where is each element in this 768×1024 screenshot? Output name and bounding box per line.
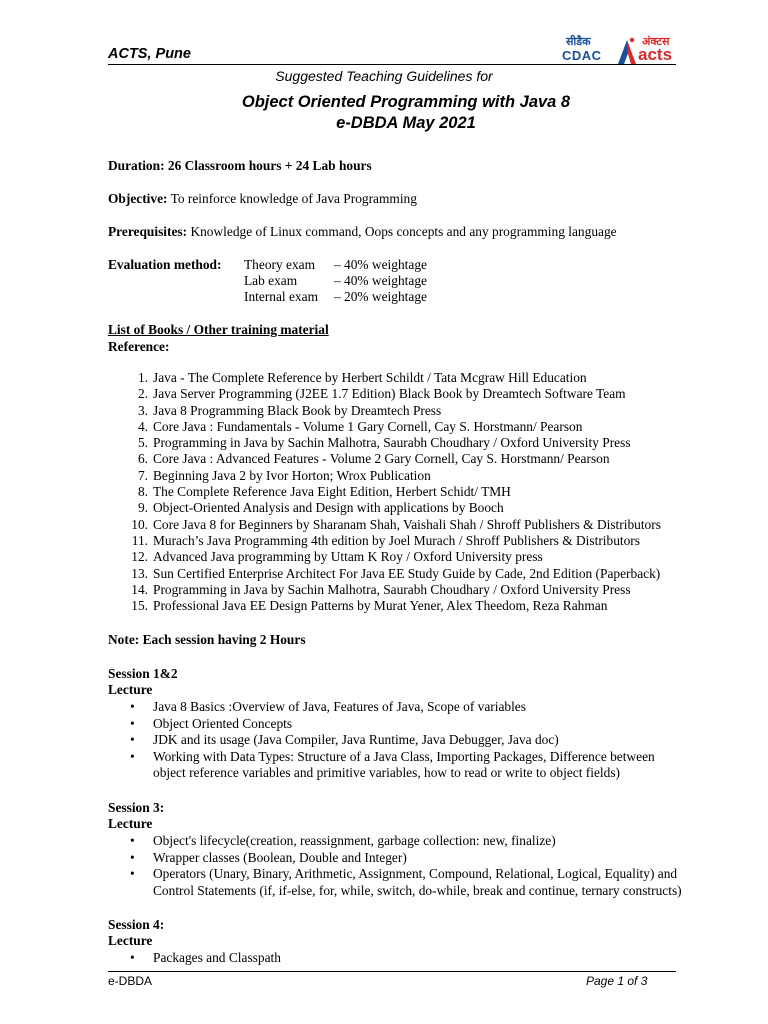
book-title: Java 8 Programming Black Book by Dreamtech Press: [153, 402, 442, 418]
evaluation-weight: – 40% weightage: [334, 257, 427, 272]
book-title: Java - The Complete Reference by Herbert Schildt / Tata Mcgraw Hill Education: [153, 370, 587, 385]
list-item: • Wrapper classes (Boolean, Double and Integer): [108, 850, 682, 867]
book-title: Java Server Programming (J2EE 1.7 Edition) Black Book by Dreamtech Software Team: [153, 386, 626, 402]
list-item: • Object Oriented Concepts: [108, 716, 655, 733]
footer-rule: [108, 971, 676, 972]
book-number: 5.: [137, 435, 148, 451]
evaluation-weight: – 20% weightage: [334, 289, 427, 304]
book-number: 10.: [131, 516, 148, 532]
session-title: Session 4:: [108, 917, 165, 932]
session-title: Session 3:: [108, 800, 165, 815]
session-topic-list: [108, 950, 281, 967]
evaluation-row: [244, 289, 427, 305]
prerequisites: [108, 224, 617, 240]
topic-text: Packages and Classpath: [153, 950, 281, 965]
doc-subtitle: Suggested Teaching Guidelines for: [275, 68, 493, 84]
topic-text: Java 8 Basics :Overview of Java, Features of Java, Scope of variables: [153, 699, 526, 714]
topic-text-continued: object reference variables and primitive variables, how to read or write to object fields): [153, 765, 620, 781]
books-heading: List of Books / Other training material: [108, 322, 329, 337]
topic-text: Object Oriented Concepts: [153, 715, 293, 731]
evaluation-row: [244, 273, 427, 289]
logo-hindi-cdac: सीडैक: [566, 35, 591, 48]
session-lecture-label: Lecture: [108, 933, 153, 948]
book-number: 11.: [131, 532, 148, 548]
book-title: Core Java 8 for Beginners by Sharanam Shah, Vaishali Shah / Shroff Publishers & Distributors: [153, 516, 661, 532]
topic-text: Operators (Unary, Binary, Arithmetic, Assignment, Compound, Relational, Logical, Equality) and: [153, 866, 678, 882]
book-title: Object-Oriented Analysis and Design with applications by Booch: [153, 500, 504, 516]
evaluation-label: Evaluation method:: [108, 257, 222, 272]
footer-course: e-DBDA: [108, 974, 153, 988]
book-title: Programming in Java by Sachin Malhotra, Saurabh Choudhary / Oxford University Press: [153, 581, 631, 597]
list-item: • Object's lifecycle(creation, reassignment, garbage collection: new, finalize): [108, 833, 682, 850]
topic-text-continued: Control Statements (if, if-else, for, while, switch, do-while, break and continue, ternary constructs): [153, 882, 682, 898]
evaluation-name: Theory exam: [244, 257, 316, 272]
book-number: 12.: [131, 549, 148, 565]
book-number: 1.: [137, 370, 148, 385]
book-number: 4.: [137, 418, 148, 434]
topic-text: Working with Data Types: Structure of a Java Class, Importing Packages, Difference between: [153, 748, 655, 764]
book-number: 8.: [137, 484, 148, 500]
book-number: 14.: [131, 581, 148, 597]
logo-mark-icon: [616, 36, 638, 66]
book-title: Core Java : Fundamentals - Volume 1 Gary Cornell, Cay S. Horstmann/ Pearson: [153, 418, 583, 434]
book-number: 2.: [137, 386, 148, 402]
book-title: Sun Certified Enterprise Architect For Java EE Study Guide by Cade, 2nd Edition (Paperback): [153, 565, 661, 581]
logo-acts: acts: [638, 45, 673, 64]
list-item: • Operators (Unary, Binary, Arithmetic, Assignment, Compound, Relational, Logical, Equality) and Control Statements (if, if-else, for, while, switch, do-while, break and continue, ternary constructs): [130, 866, 682, 898]
list-item: • Packages and Classpath: [130, 950, 281, 965]
book-number: 3.: [137, 402, 148, 418]
prerequisites-label: Prerequisites:: [108, 224, 188, 239]
header-rule: [108, 64, 676, 65]
list-item: • Working with Data Types: Structure of a Java Class, Importing Packages, Difference between object reference variables and primitive variables, how to read or write to object fields): [130, 748, 655, 781]
reference-heading: Reference:: [108, 339, 170, 354]
book-title: Core Java : Advanced Features - Volume 2 Gary Cornell, Cay S. Horstmann/ Pearson: [153, 451, 610, 467]
logo-hindi-acts: अंक्टस: [642, 35, 670, 48]
evaluation-name: Lab exam: [244, 273, 298, 288]
logo-cdac: CDAC: [562, 48, 602, 63]
book-title: Murach’s Java Programming 4th edition by Joel Murach / Shroff Publishers & Distributors: [153, 532, 640, 548]
evaluation-row: [244, 257, 427, 273]
topic-text: Wrapper classes (Boolean, Double and Integer): [153, 849, 407, 865]
doc-title-course: Object Oriented Programming with Java 8: [241, 93, 571, 111]
evaluation-weight: – 40% weightage: [334, 273, 427, 288]
objective: [108, 191, 417, 207]
topic-text: Object's lifecycle(creation, reassignment, garbage collection: new, finalize): [153, 833, 556, 848]
book-number: 6.: [137, 451, 148, 467]
book-number: 13.: [131, 565, 148, 581]
list-item: • JDK and its usage (Java Compiler, Java Runtime, Java Debugger, Java doc): [108, 732, 655, 749]
book-number: 9.: [137, 500, 148, 516]
session-lecture-label: Lecture: [108, 816, 153, 831]
session-title: Session 1&2: [108, 666, 178, 681]
session-topic-list: [108, 833, 682, 899]
evaluation-name: Internal exam: [244, 289, 318, 304]
list-item: • Java 8 Basics :Overview of Java, Features of Java, Scope of variables: [108, 699, 655, 716]
book-number: 15.: [131, 598, 148, 614]
doc-title-batch: e-DBDA May 2021: [336, 114, 476, 132]
session-lecture-label: Lecture: [108, 682, 153, 697]
book-number: 7.: [137, 467, 148, 483]
topic-text: JDK and its usage (Java Compiler, Java Runtime, Java Debugger, Java doc): [153, 732, 559, 748]
duration: Duration: 26 Classroom hours + 24 Lab hours: [108, 158, 372, 173]
objective-text: To reinforce knowledge of Java Programming: [167, 191, 417, 206]
book-title: Beginning Java 2 by Ivor Horton; Wrox Publication: [153, 467, 431, 483]
session-note: Note: Each session having 2 Hours: [108, 632, 306, 647]
session-topic-list: [108, 699, 655, 782]
book-title: Advanced Java programming by Uttam K Roy / Oxford University press: [153, 549, 543, 565]
prerequisites-text: Knowledge of Linux command, Oops concepts and any programming language: [187, 224, 617, 239]
book-title: Professional Java EE Design Patterns by Murat Yener, Alex Theedom, Reza Rahman: [153, 598, 608, 614]
page-number: Page 1 of 3: [586, 974, 648, 988]
header-institute: ACTS, Pune: [108, 46, 191, 62]
objective-label: Objective:: [108, 191, 168, 206]
book-title: Programming in Java by Sachin Malhotra, Saurabh Choudhary / Oxford University Press: [153, 435, 631, 451]
cdac-acts-logo: [536, 34, 680, 68]
book-title: The Complete Reference Java Eight Edition, Herbert Schidt/ TMH: [153, 484, 511, 500]
